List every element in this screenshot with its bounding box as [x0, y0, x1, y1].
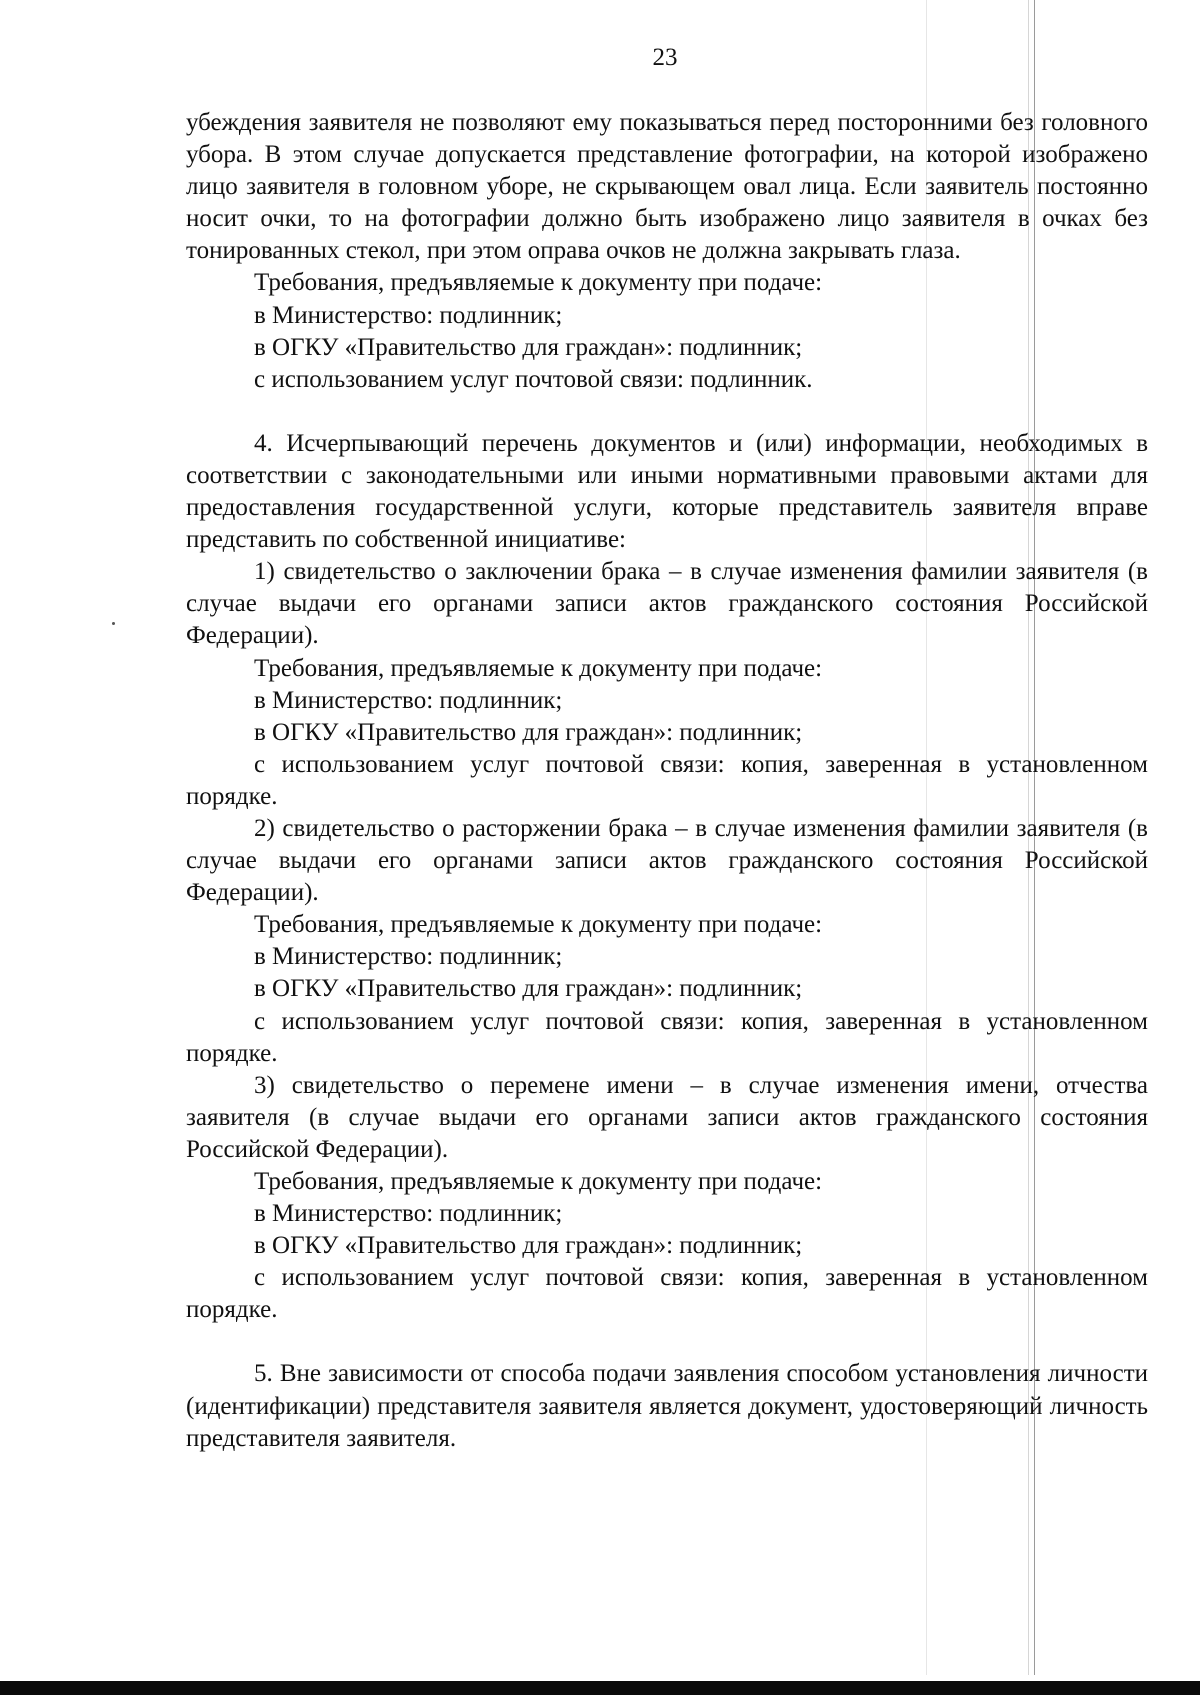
paragraph: Требования, предъявляемые к документу при подаче: [254, 1168, 823, 1195]
paragraph: с использованием услуг почтовой связи: копия, заверенная в установленном порядке. [186, 750, 1148, 810]
list-item: 2) свидетельство о расторжении брака – в случае изменения фамилии заявителя (в случае выдачи его органами записи актов гражданского состояния Российской Федерации). [186, 814, 1148, 907]
paragraph: Требования, предъявляемые к документу при подаче: [254, 269, 823, 297]
paragraph: в ОГКУ «Правительство для граждан»: подлинник; [254, 718, 803, 746]
paragraph: с использованием услуг почтовой связи: копия, заверенная в установленном порядке. [186, 1264, 1148, 1324]
paragraph: с использованием услуг почтовой связи: копия, заверенная в установленном порядке. [186, 1007, 1148, 1067]
paragraph: в Министерство: подлинник; [254, 301, 563, 329]
scan-border [0, 1681, 1200, 1695]
paragraph: в ОГКУ «Правительство для граждан»: подлинник; [254, 1232, 803, 1260]
section-heading: 5. Вне зависимости от способа подачи заявления способом установления личности (идентификации) представителя заявителя является документ, удостоверяющий личность представителя заявителя. [186, 1360, 1148, 1452]
page-number: 23 [652, 44, 678, 71]
paragraph: в ОГКУ «Правительство для граждан»: подлинник; [254, 975, 803, 1003]
section-heading: 4. Исчерпывающий перечень документов и (или) информации, необходимых в соответствии с законодательными или иными нормативными правовыми актами для предоставления государственной услуги, которые представитель заявителя вправе представить по собственной инициативе: [186, 429, 1148, 554]
paragraph: в Министерство: подлинник; [254, 1200, 563, 1228]
paragraph: в ОГКУ «Правительство для граждан»: подлинник; [254, 333, 803, 361]
list-item: 3) свидетельство о перемене имени – в случае изменения имени, отчества заявителя (в случае выдачи его органами записи актов гражданского состояния Российской Федерации). [186, 1071, 1148, 1163]
paragraph: Требования, предъявляемые к документу при подаче: [254, 911, 823, 939]
paragraph: с использованием услуг почтовой связи: подлинник. [254, 365, 813, 393]
paragraph: в Министерство: подлинник; [254, 943, 563, 971]
paragraph: Требования, предъявляемые к документу при подаче: [254, 654, 823, 682]
paragraph: убеждения заявителя не позволяют ему показываться перед посторонними без головного убора. В этом случае допускается представление фотографии, на которой изображено лицо заявителя в головном уборе, не скрывающем овал лица. Если заявитель постоянно носит очки, то на фотографии должно быть изображено лицо заявителя в очках без тонированных стекол, при этом оправа очков не должна закрывать глаза. [186, 109, 1148, 265]
scan-speck [112, 622, 115, 625]
list-item: 1) свидетельство о заключении брака – в случае изменения фамилии заявителя (в случае выдачи его органами записи актов гражданского состояния Российской Федерации). [186, 558, 1148, 650]
paragraph: в Министерство: подлинник; [254, 686, 563, 714]
document-body [186, 107, 1148, 1455]
